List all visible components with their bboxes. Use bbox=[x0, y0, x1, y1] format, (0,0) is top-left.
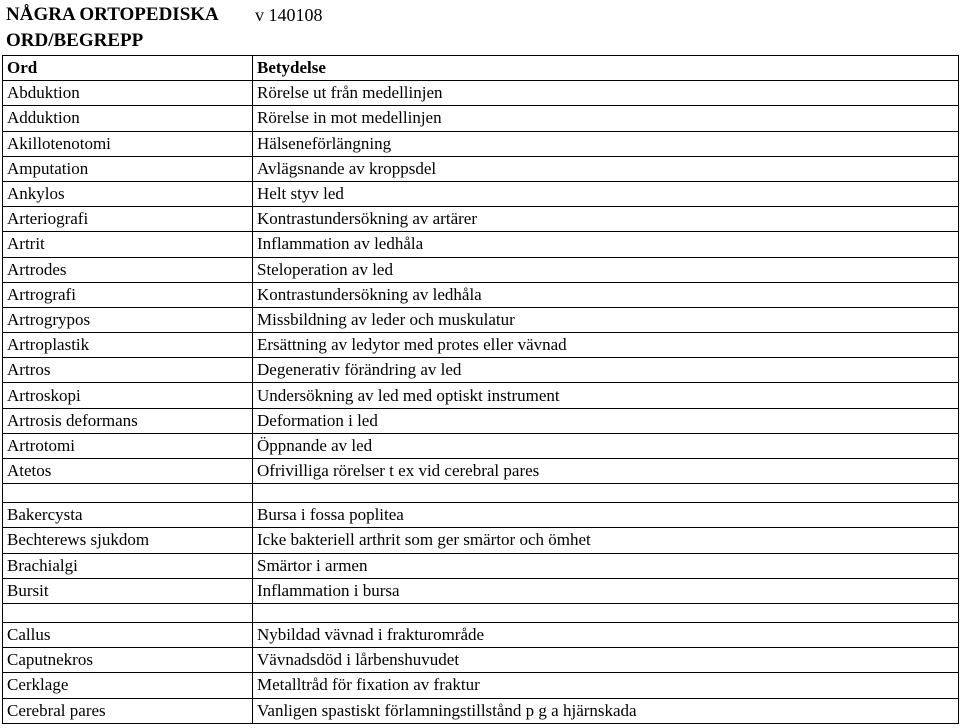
term-cell: Artros bbox=[3, 358, 253, 383]
definition-cell: Steloperation av led bbox=[253, 257, 959, 282]
table-row bbox=[3, 282, 959, 307]
column-header-word: Ord bbox=[3, 56, 253, 81]
version-label: v 140108 bbox=[255, 5, 323, 25]
term-cell: Callus bbox=[3, 622, 253, 647]
table-row bbox=[3, 358, 959, 383]
table-row bbox=[3, 106, 959, 131]
definition-cell: Ersättning av ledytor med protes eller vävnad bbox=[253, 333, 959, 358]
term-cell: Artrosis deformans bbox=[3, 408, 253, 433]
table-row bbox=[3, 648, 959, 673]
term-cell: Artrit bbox=[3, 232, 253, 257]
term-cell bbox=[3, 484, 253, 503]
term-cell: Bechterews sjukdom bbox=[3, 528, 253, 553]
page-subtitle: ORD/BEGREPP bbox=[6, 30, 144, 51]
term-cell: Arteriografi bbox=[3, 207, 253, 232]
definition-cell: Kontrastundersökning av artärer bbox=[253, 207, 959, 232]
glossary-table bbox=[2, 55, 959, 724]
table-row bbox=[3, 578, 959, 603]
table-row bbox=[3, 257, 959, 282]
term-cell: Caputnekros bbox=[3, 648, 253, 673]
term-cell: Bursit bbox=[3, 578, 253, 603]
table-row bbox=[3, 484, 959, 503]
page-header bbox=[6, 2, 946, 54]
definition-cell: Ofrivilliga rörelser t ex vid cerebral pares bbox=[253, 459, 959, 484]
table-row bbox=[3, 698, 959, 723]
table-row bbox=[3, 528, 959, 553]
term-cell: Artroplastik bbox=[3, 333, 253, 358]
term-cell: Artroskopi bbox=[3, 383, 253, 408]
definition-cell: Bursa i fossa poplitea bbox=[253, 503, 959, 528]
definition-cell: Missbildning av leder och muskulatur bbox=[253, 307, 959, 332]
table-row bbox=[3, 503, 959, 528]
table-row bbox=[3, 603, 959, 622]
term-cell: Artrotomi bbox=[3, 433, 253, 458]
table-row bbox=[3, 181, 959, 206]
definition-cell: Öppnande av led bbox=[253, 433, 959, 458]
term-cell: Brachialgi bbox=[3, 553, 253, 578]
table-row bbox=[3, 553, 959, 578]
term-cell bbox=[3, 603, 253, 622]
definition-cell: Vävnadsdöd i lårbenshuvudet bbox=[253, 648, 959, 673]
definition-cell: Avlägsnande av kroppsdel bbox=[253, 156, 959, 181]
term-cell: Artrodes bbox=[3, 257, 253, 282]
definition-cell: Nybildad vävnad i frakturområde bbox=[253, 622, 959, 647]
definition-cell: Undersökning av led med optiskt instrument bbox=[253, 383, 959, 408]
definition-cell: Metalltråd för fixation av fraktur bbox=[253, 673, 959, 698]
table-row bbox=[3, 383, 959, 408]
table-row bbox=[3, 459, 959, 484]
table-row bbox=[3, 433, 959, 458]
table-row bbox=[3, 408, 959, 433]
table-row bbox=[3, 307, 959, 332]
page-title: NÅGRA ORTOPEDISKA bbox=[6, 4, 219, 25]
definition-cell bbox=[253, 484, 959, 503]
definition-cell bbox=[253, 603, 959, 622]
term-cell: Atetos bbox=[3, 459, 253, 484]
term-cell: Ankylos bbox=[3, 181, 253, 206]
term-cell: Amputation bbox=[3, 156, 253, 181]
definition-cell: Helt styv led bbox=[253, 181, 959, 206]
table-row bbox=[3, 333, 959, 358]
term-cell: Abduktion bbox=[3, 81, 253, 106]
definition-cell: Icke bakteriell arthrit som ger smärtor och ömhet bbox=[253, 528, 959, 553]
definition-cell: Degenerativ förändring av led bbox=[253, 358, 959, 383]
definition-cell: Kontrastundersökning av ledhåla bbox=[253, 282, 959, 307]
definition-cell: Rörelse in mot medellinjen bbox=[253, 106, 959, 131]
term-cell: Cerklage bbox=[3, 673, 253, 698]
table-body bbox=[3, 81, 959, 724]
definition-cell: Deformation i led bbox=[253, 408, 959, 433]
term-cell: Bakercysta bbox=[3, 503, 253, 528]
term-cell: Akillotenotomi bbox=[3, 131, 253, 156]
table-row bbox=[3, 156, 959, 181]
table-row bbox=[3, 232, 959, 257]
table-row bbox=[3, 131, 959, 156]
table-row bbox=[3, 81, 959, 106]
term-cell: Artrogrypos bbox=[3, 307, 253, 332]
definition-cell: Inflammation av ledhåla bbox=[253, 232, 959, 257]
term-cell: Adduktion bbox=[3, 106, 253, 131]
table-row bbox=[3, 673, 959, 698]
definition-cell: Smärtor i armen bbox=[253, 553, 959, 578]
term-cell: Cerebral pares bbox=[3, 698, 253, 723]
definition-cell: Vanligen spastiskt förlamningstillstånd p g a hjärnskada bbox=[253, 698, 959, 723]
definition-cell: Rörelse ut från medellinjen bbox=[253, 81, 959, 106]
term-cell: Artrografi bbox=[3, 282, 253, 307]
table-row bbox=[3, 207, 959, 232]
column-header-meaning: Betydelse bbox=[253, 56, 959, 81]
definition-cell: Hälseneförlängning bbox=[253, 131, 959, 156]
table-header-row bbox=[3, 56, 959, 81]
table-row bbox=[3, 622, 959, 647]
definition-cell: Inflammation i bursa bbox=[253, 578, 959, 603]
